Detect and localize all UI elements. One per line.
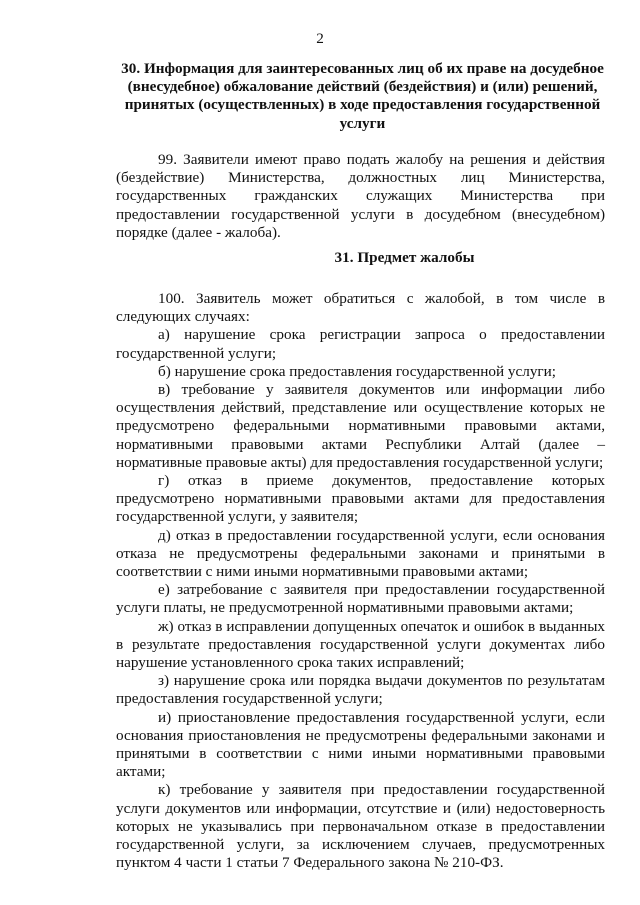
list-item-z: з) нарушение срока или порядка выдачи документов по результатам предоставления государственной услуги; bbox=[116, 672, 605, 708]
section-30-title: 30. Информация для заинтересованных лиц об их праве на досудебное (внесудебное) обжалование действий (бездействия) и (или) решений, принятых (осуществленных) в ходе предоставления государственной услуги bbox=[121, 60, 604, 132]
section-31-body bbox=[116, 290, 605, 873]
list-item-v: в) требование у заявителя документов или информации либо осуществления действий, представление или осуществление которых не предусмотрено федеральными нормативными правовыми актами, нормативными правовыми актами Республики Алтай (далее – нормативные правовые акты) для предоставления государственной услуги; bbox=[116, 381, 605, 471]
paragraph-100: 100. Заявитель может обратиться с жалобой, в том числе в следующих случаях: bbox=[116, 290, 605, 326]
list-item-d: д) отказ в предоставлении государственной услуги, если основания отказа не предусмотрены федеральными законами и принятыми в соответствии с ними иными нормативными правовыми актами; bbox=[116, 526, 605, 581]
section-30-body bbox=[116, 151, 605, 242]
list-item-k: к) требование у заявителя при предоставлении государственной услуги документов или информации, отсутствие и (или) недостоверность которых не указывались при первоначальном отказе в предоставлении государственной услуги, за исключением случаев, предусмотренных пунктом 4 части 1 статьи 7 Федерального закона № 210-ФЗ. bbox=[116, 781, 605, 872]
page-number: 2 bbox=[316, 30, 324, 47]
list-item-e: е) затребование с заявителя при предоставлении государственной услуги платы, не предусмотренной нормативными правовыми актами; bbox=[116, 581, 605, 617]
list-item-g: г) отказ в приеме документов, предоставление которых предусмотрено нормативными правовыми актами для предоставления государственной услуги, у заявителя; bbox=[116, 472, 605, 526]
list-item-a: а) нарушение срока регистрации запроса о предоставлении государственной услуги; bbox=[116, 326, 605, 362]
paragraph-99: 99. Заявители имеют право подать жалобу на решения и действия (бездействие) Министерства, должностных лиц Министерства, государственных гражданских служащих Министерства при предоставлении государственной услуги в досудебном (внесудебном) порядке (далее - жалоба). bbox=[116, 151, 605, 241]
section-31-title: 31. Предмет жалобы bbox=[334, 249, 475, 266]
list-item-i: и) приостановление предоставления государственной услуги, если основания приостановления не предусмотрены федеральными законами и принятыми в соответствии с ними иными нормативными правовыми актами; bbox=[116, 708, 605, 781]
list-item-b: б) нарушение срока предоставления государственной услуги; bbox=[158, 362, 556, 380]
list-item-zh: ж) отказ в исправлении допущенных опечаток и ошибок в выданных в результате предоставления государственной услуги документах либо нарушение установленного срока таких исправлений; bbox=[116, 617, 605, 672]
